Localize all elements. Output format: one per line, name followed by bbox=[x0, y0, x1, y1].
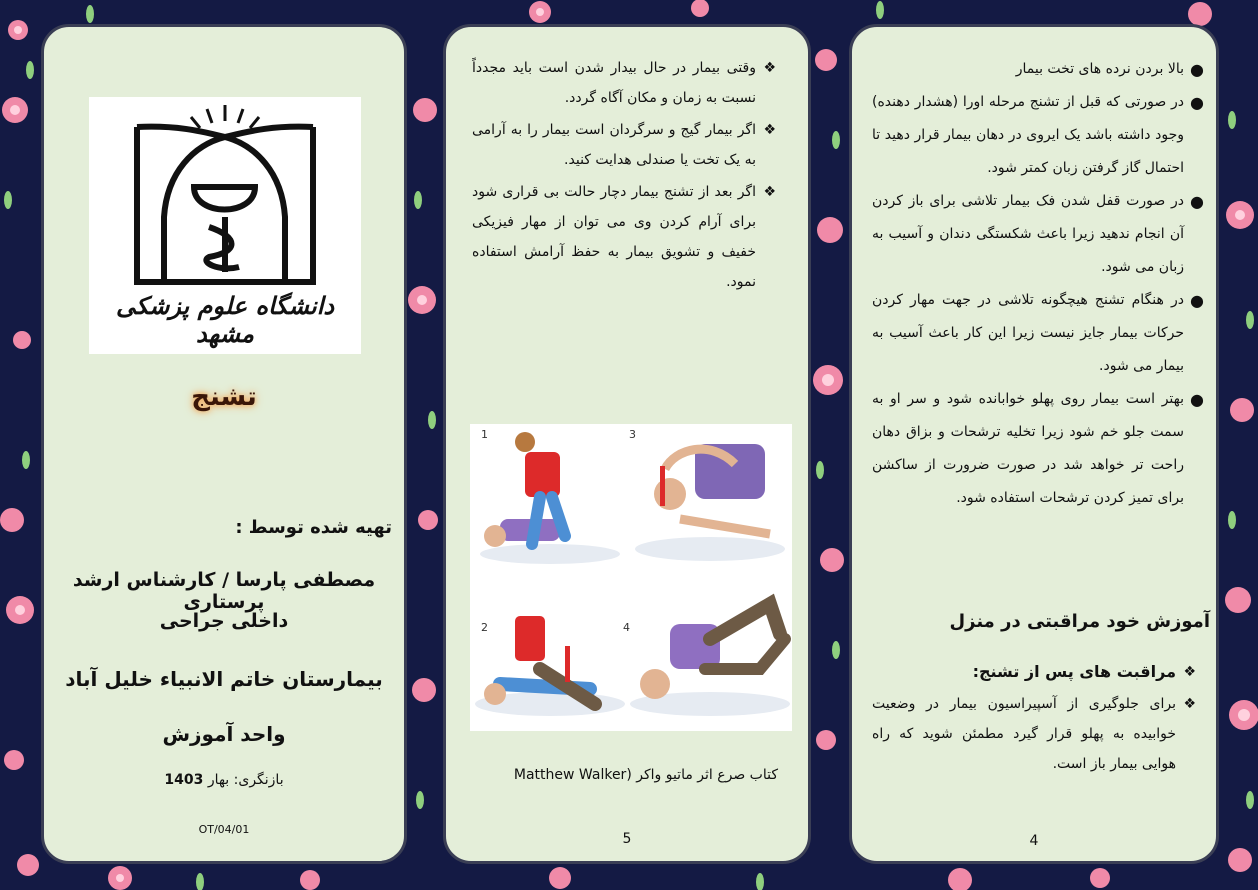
revision-line bbox=[44, 772, 404, 788]
figure-number-3: 3 bbox=[629, 428, 636, 441]
author-line-2: داخلی جراحی bbox=[159, 610, 289, 632]
self-care-list bbox=[872, 657, 1196, 781]
middle-panel bbox=[443, 24, 811, 864]
dot-bullet-icon: ● bbox=[1190, 390, 1204, 409]
page-number: 4 bbox=[1029, 833, 1039, 849]
list-item bbox=[872, 657, 1196, 687]
brochure-title: تشنج bbox=[191, 382, 257, 412]
revision-label: بازنگری: بهار bbox=[207, 772, 284, 788]
figure-number-4: 4 bbox=[623, 621, 630, 634]
recovery-position-steps-image bbox=[470, 424, 792, 731]
unit-name: واحد آموزش bbox=[162, 722, 286, 746]
image-caption: کتاب صرع اثر ماتیو واکر (Matthew Walker bbox=[513, 767, 778, 783]
hospital-name: بیمارستان خاتم الانبیاء خلیل آباد bbox=[65, 667, 383, 691]
revision-year: 1403 bbox=[164, 772, 204, 788]
diamond-bullet-icon: ❖ bbox=[763, 184, 776, 200]
list-item: ❖ وقتی بیمار در حال بیدار شدن است باید مجدداً نسبت به زمان و مکان آگاه گردد. bbox=[472, 53, 776, 113]
list-item: ● در صورت قفل شدن فک بیمار تلاشی برای باز کردن آن انجام ندهید زیرا باعث شکستگی دندان و آسیب به زبان می شود. bbox=[872, 185, 1206, 284]
dot-bullet-icon: ● bbox=[1190, 291, 1204, 310]
author-line-1: مصطفی پارسا / کارشناس ارشد پرستاری bbox=[72, 569, 376, 613]
dot-bullet-icon: ● bbox=[1190, 60, 1204, 79]
prepared-by-label: تهیه شده توسط : bbox=[235, 517, 392, 538]
seizure-care-bullet-list bbox=[872, 53, 1206, 515]
university-logo bbox=[89, 97, 361, 354]
figure-number-2: 2 bbox=[481, 621, 488, 634]
document-code: OT/04/01 bbox=[198, 823, 250, 836]
diamond-bullet-icon: ❖ bbox=[1183, 696, 1196, 712]
cover-panel bbox=[41, 24, 407, 864]
list-item: ● بالا بردن نرده های تخت بیمار bbox=[872, 53, 1206, 86]
list-item: ● در صورتی که قبل از تشنج مرحله اورا (هشدار دهنده) وجود داشته باشد یک ایروی در دهان بیمار قرار دهید تا احتمال گاز گرفتن زبان کمتر شود. bbox=[872, 86, 1206, 185]
list-item: ● در هنگام تشنج هیچگونه تلاشی در جهت مهار کردن حرکات بیمار جایز نیست زیرا این کار باعث آسیب به بیمار می شود. bbox=[872, 284, 1206, 383]
diamond-bullet-icon: ❖ bbox=[763, 60, 776, 76]
right-panel bbox=[849, 24, 1219, 864]
self-care-subheading: مراقبت های پس از تشنج: bbox=[972, 662, 1176, 681]
recovery-position-illustration bbox=[470, 424, 792, 731]
list-item: ❖ برای جلوگیری از آسپیراسیون بیمار در وضعیت خوابیده به پهلو قرار گیرد مطمئن شوید که راه هوایی بیمار باز است. bbox=[872, 689, 1196, 779]
diamond-bullet-icon: ❖ bbox=[763, 122, 776, 138]
list-item: ● بهتر است بیمار روی پهلو خوابانده شود و سر او به سمت جلو خم شود زیرا تخلیه ترشحات و بزاق دهان راحت تر خواهد شد در صورت ضرورت از ساکشن برای تمیز کردن ترشحات استفاده شود. bbox=[872, 383, 1206, 515]
figure-number-1: 1 bbox=[481, 428, 488, 441]
page-number: 5 bbox=[622, 831, 632, 847]
logo-text: دانشگاه علوم پزشکی مشهد bbox=[115, 292, 335, 348]
dot-bullet-icon: ● bbox=[1190, 93, 1204, 112]
self-care-heading: آموزش خود مراقبتی در منزل bbox=[949, 611, 1210, 632]
dot-bullet-icon: ● bbox=[1190, 192, 1204, 211]
list-item: ❖ اگر بعد از تشنج بیمار دچار حالت بی قراری شود برای آرام کردن وی می توان از مهار فیزیکی خفیف و تشویق بیمار به حفظ آرامش استفاده نمود. bbox=[472, 177, 776, 297]
post-seizure-bullet-list bbox=[472, 53, 776, 299]
diamond-bullet-icon: ❖ bbox=[1183, 664, 1196, 680]
list-item: ❖ اگر بیمار گیج و سرگردان است بیمار را به آرامی به یک تخت یا صندلی هدایت کنید. bbox=[472, 115, 776, 175]
